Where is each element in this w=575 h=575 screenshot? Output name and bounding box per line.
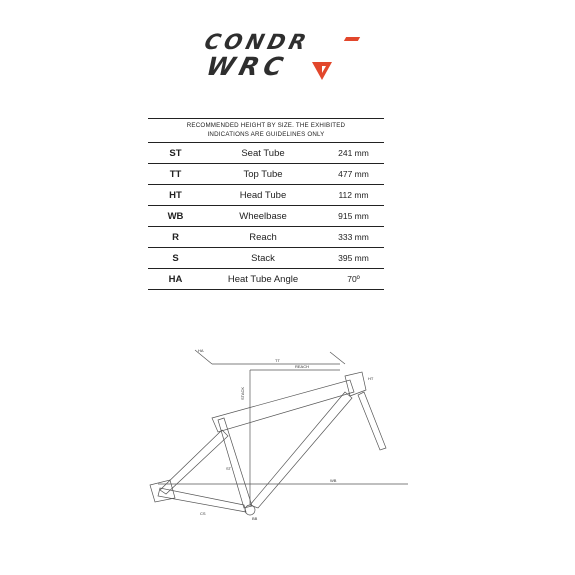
cell-code: HA [168,273,183,285]
table-row [148,248,384,269]
table-row [148,185,384,206]
cell-code: TT [169,168,182,180]
frame-geometry-diagram [140,340,410,530]
logo-wordmark-wrc: WRC [203,52,291,81]
cell-name: Stack [251,252,275,264]
diagram-label-bb: BB [252,516,258,521]
cell-code: WB [167,210,184,222]
table-row [148,227,384,248]
table-body [148,143,384,290]
cell-code: ST [169,147,182,159]
head-angle-line [330,352,345,364]
cell-name: Head Tube [239,189,287,201]
diagram-label-cs: CS [200,511,206,516]
diagram-label-ha: HA [198,348,204,353]
table-header: RECOMMENDED HEIGHT BY SIZE. THE EXHIBITED INDICATIONS ARE GUIDELINES ONLY [148,118,384,143]
table-row [148,269,384,290]
cell-value: 395 mm [338,253,369,263]
cell-name: Wheelbase [239,210,287,222]
cell-name: Top Tube [243,168,283,180]
cell-code: HT [169,189,182,201]
down-tube [250,392,352,508]
rear-dropout [150,480,175,502]
cell-value: 915 mm [338,211,369,221]
top-tube [212,380,354,432]
cell-name: Seat Tube [241,147,285,159]
logo-accent-dash [344,37,360,41]
diagram-label-reach: REACH [295,364,310,369]
diagram-label-stack: STACK [240,386,245,400]
logo-shield-icon [310,60,334,82]
diagram-label-tt: TT [275,358,280,363]
table-row [148,206,384,227]
cell-code: S [172,252,179,264]
fork [358,392,386,450]
cell-value: 241 mm [338,148,369,158]
cell-name: Reach [249,231,277,243]
table-row [148,164,384,185]
seat-stay [160,430,228,494]
chain-stay [158,488,246,512]
diagram-label-st: ST [226,466,232,471]
logo-wordmark-condor: CONDR [202,30,313,54]
cell-name: Heat Tube Angle [227,273,299,285]
brand-logo [195,30,365,82]
diagram-label-wb: WB [330,478,337,483]
cell-value: 333 mm [338,232,369,242]
cell-value: 70º [347,274,360,284]
table-row [148,143,384,164]
diagram-label-ht: HT [368,376,374,381]
cell-value: 477 mm [338,169,369,179]
cell-code: R [172,231,179,243]
geometry-table [148,118,384,290]
cell-value: 112 mm [338,190,369,200]
